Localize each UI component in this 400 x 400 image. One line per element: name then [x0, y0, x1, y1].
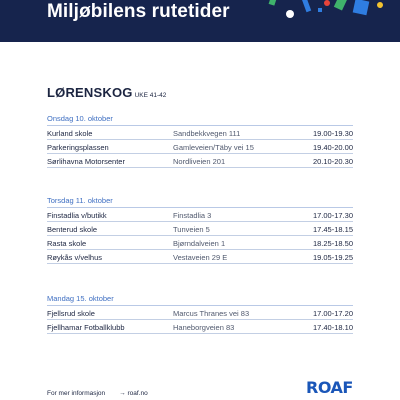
footer-info-text: For mer informasjon	[47, 390, 106, 397]
schedule-row	[47, 154, 353, 168]
stop-time: 18.25-18.50	[312, 239, 353, 248]
stop-address: Haneborgveien 83	[173, 323, 235, 332]
stop-address: Sandbekkvegen 111	[173, 129, 241, 138]
schedule-row	[47, 140, 353, 154]
stop-name: Kurland skole	[47, 129, 93, 138]
stop-address: Marcus Thranes vei 83	[173, 309, 250, 318]
stop-name: Fjellsrud skole	[47, 309, 95, 318]
header-banner	[0, 0, 400, 42]
day-section	[47, 114, 353, 168]
location-name: LØRENSKOG	[47, 85, 133, 100]
schedule-row	[47, 320, 353, 334]
stop-time: 17.40-18.10	[312, 323, 353, 332]
schedule-row	[47, 222, 353, 236]
location-heading	[47, 84, 166, 102]
stop-address: Bjørndalveien 1	[173, 239, 226, 248]
stop-name: Røykås v/velhus	[47, 253, 103, 262]
day-section	[47, 196, 353, 264]
day-section	[47, 294, 353, 334]
schedule-row	[47, 306, 353, 320]
day-label: Torsdag 11. oktober	[47, 196, 113, 205]
stop-time: 19.00-19.30	[312, 129, 353, 138]
stop-time: 19.05-19.25	[312, 253, 353, 262]
day-label: Mandag 15. oktober	[47, 294, 114, 303]
stop-name: Rasta skole	[47, 239, 87, 248]
stop-address: Gamleveien/Täby vei 15	[173, 143, 254, 152]
page-title: Miljøbilens rutetider	[47, 1, 230, 22]
week-label: UKE 41-42	[134, 92, 167, 99]
stop-address: Tunveien 5	[173, 225, 210, 234]
stop-address: Finstadlia 3	[173, 211, 212, 220]
stop-name: Fjellhamar Fotballklubb	[47, 323, 125, 332]
roaf-link[interactable]: → roaf.no	[119, 390, 148, 397]
stop-time: 17.45-18.15	[312, 225, 353, 234]
day-label: Onsdag 10. oktober	[47, 114, 113, 123]
schedule-row	[47, 250, 353, 264]
stop-name: Finstadlia v/butikk	[47, 211, 107, 220]
stop-time: 20.10-20.30	[312, 157, 353, 166]
stop-time: 17.00-17.30	[312, 211, 353, 220]
schedule-row	[47, 126, 353, 140]
stop-address: Nordliveien 201	[173, 157, 226, 166]
roaf-logo: ROAF	[306, 378, 353, 397]
schedule-row	[47, 208, 353, 222]
stop-address: Vestaveien 29 E	[173, 253, 228, 262]
schedule-row	[47, 236, 353, 250]
stop-time: 19.40-20.00	[312, 143, 353, 152]
stop-name: Parkeringsplassen	[47, 143, 109, 152]
footer	[47, 390, 148, 397]
decorative-waste-illustration	[262, 0, 400, 42]
stop-time: 17.00-17.20	[312, 309, 353, 318]
stop-name: Benterud skole	[47, 225, 98, 234]
stop-name: Sørlihavna Motorsenter	[47, 157, 125, 166]
